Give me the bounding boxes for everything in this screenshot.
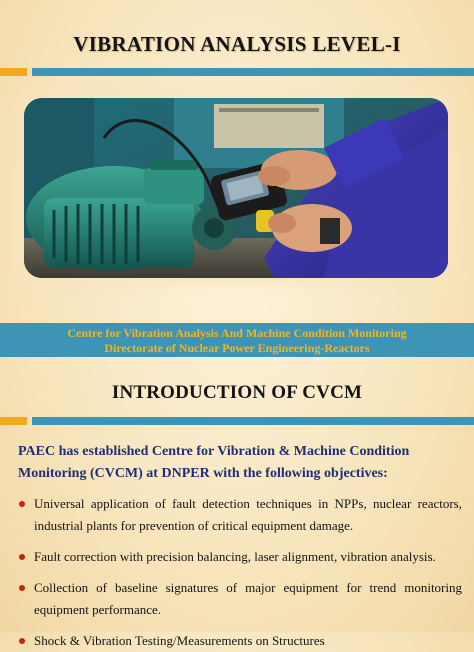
round-dot-bullet-icon (19, 585, 25, 591)
round-dot-bullet-icon (19, 638, 25, 644)
banner-line-directorate: Directorate of Nuclear Power Engineering-Reactors (104, 341, 370, 355)
vibration-analysis-photo (24, 98, 448, 278)
title-rule-accent (0, 68, 27, 76)
slide-title: VIBRATION ANALYSIS LEVEL-I (73, 32, 401, 56)
list-item-text: Universal application of fault detection techniques in NPPs, nuclear reactors, industrial plants for prevention of critical equipment damage. (34, 496, 462, 533)
section-title: INTRODUCTION OF CVCM (111, 382, 363, 403)
organization-banner (0, 323, 474, 357)
section-rule-bar (32, 417, 474, 425)
technician-photo-illustration (24, 98, 448, 278)
intro-paragraph: PAEC has established Centre for Vibration & Machine Condition Monitoring (CVCM) at DNPER with the following objectives: (18, 444, 410, 481)
section-rule-accent (0, 417, 27, 425)
round-dot-bullet-icon (19, 554, 25, 560)
banner-line-centre: Centre for Vibration Analysis And Machine Condition Monitoring (67, 326, 407, 340)
objectives-list (18, 493, 462, 652)
list-item (18, 493, 462, 537)
title-rule-bar (32, 68, 474, 76)
list-item-text: Fault correction with precision balancing, laser alignment, vibration analysis. (34, 549, 436, 564)
round-dot-bullet-icon (19, 501, 25, 507)
list-item-text: Shock & Vibration Testing/Measurements on Structures (34, 633, 325, 648)
list-item (18, 546, 462, 568)
list-item-text: Collection of baseline signatures of major equipment for trend monitoring equipment performance. (34, 580, 462, 617)
list-item (18, 630, 462, 652)
list-item (18, 577, 462, 621)
